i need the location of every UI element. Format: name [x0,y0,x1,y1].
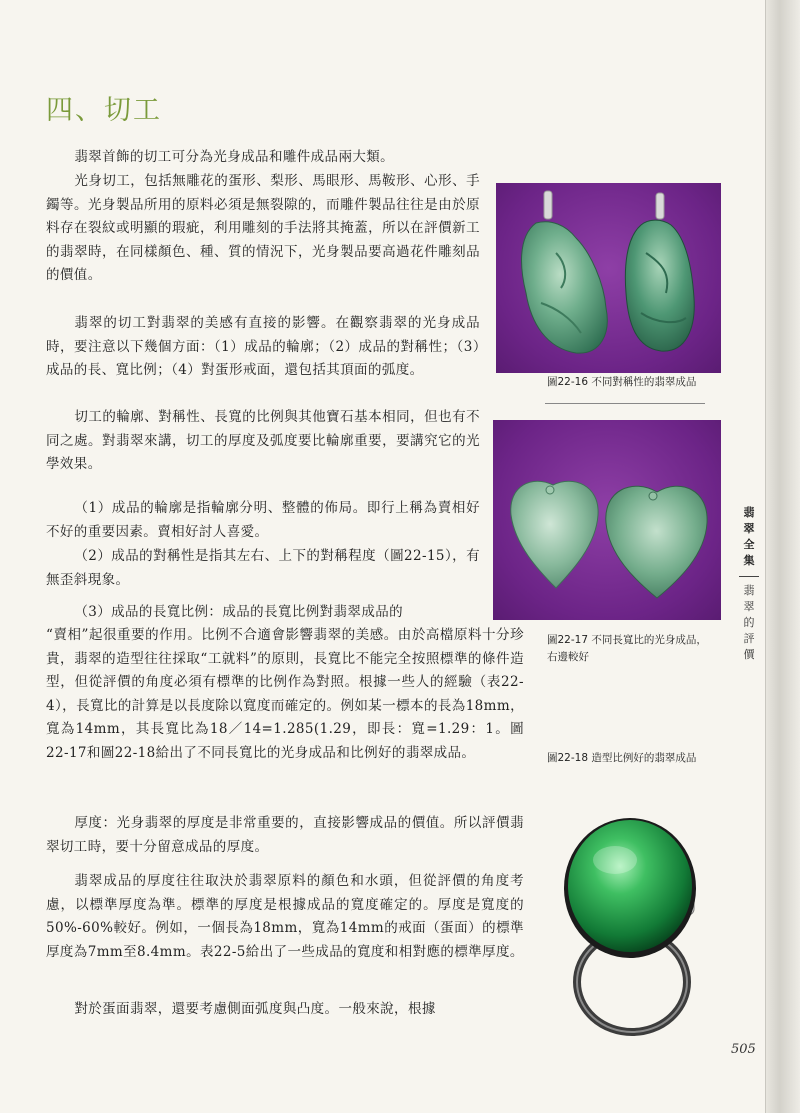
caption-fig-22-17: 圖22-17 不同長寬比的光身成品，右邊較好 [547,634,707,663]
page-edge [765,0,800,1113]
sidebar-book-title: 翡翠全集 [743,506,755,567]
heart-pendants-illustration [493,420,721,620]
paragraph-7: （3）成品的長寬比例：成品的長寬比例對翡翠成品的 [74,604,404,620]
paragraph-6: （2）成品的對稱性是指其左右、上下的對稱程度（圖22-15），有無歪斜現象。 [46,548,480,588]
paragraph-3: 翡翠的切工對翡翠的美感有直接的影響。在觀察翡翠的光身成品時，要注意以下幾個方面：（1）成品的輪廓；（2）成品的對稱性；（3）成品的長、寬比例；（4）對蛋形戒面，還包括其頂面的弧度。 [46,315,480,379]
sidebar-divider [739,576,759,577]
paragraph-1: 翡翠首飾的切工可分為光身成品和雕件成品兩大類。 [74,149,395,165]
cabochon-ring-illustration [540,800,720,1050]
figure-heart-pendants-photo [493,420,721,620]
paragraph-4: 切工的輪廓、對稱性、長寬的比例與其他寶石基本相同，但也有不同之處。對翡翠來講，切工的厚度及弧度要比輪廓重要，要講究它的光學效果。 [46,409,480,473]
section-title: 四、切工 [46,95,162,126]
caption-fig-22-18: 圖22-18 造型比例好的翡翠成品 [547,752,697,764]
page-number: 505 [731,1042,756,1057]
paragraph-10: 翡翠成品的厚度往往取決於翡翠原料的顏色和水頭，但從評價的角度考慮，以標準厚度為準。標準的厚度是根據成品的寬度確定的。厚度是寬度的50%-60%較好。例如，一個長為18mm，寬為14mm的戒面（蛋面）的標準厚度為7mm至8.4mm。表22-5給出了一些成品的寬度和相對應的標準厚度。 [46,873,524,960]
caption-fig-22-16: 圖22-16 不同對稱性的翡翠成品 [547,376,697,388]
carved-pendants-illustration [496,183,721,373]
paragraph-5: （1）成品的輪廓是指輪廓分明、整體的佈局。即行上稱為賣相好不好的重要因素。賣相好討人喜愛。 [46,500,480,540]
sidebar-chapter: 翡翠的評價 [743,584,755,661]
figure-cabochon-ring-photo [540,800,720,1050]
figure-carved-pendants-photo [496,183,721,373]
caption-divider [545,403,705,404]
paragraph-8: “賣相”起很重要的作用。比例不合適會影響翡翠的美感。由於高檔原料十分珍貴，翡翠的造型往往採取“工就料”的原則，長寬比不能完全按照標準的條件造型，但從評價的角度必須有標準的比例作為對照。根據一些人的經驗（表22-4），長寬比的計算是以長度除以寬度而確定的。例如某一標本的長為18mm，寬為14mm，其長寬比為18／14=1.285(1.29，即長：寬=1.29：1。圖22-17和圖22-18給出了不同長寬比的光身成品和比例好的翡翠成品。 [46,627,524,761]
paragraph-9: 厚度：光身翡翠的厚度是非常重要的，直接影響成品的價值。所以評價翡翠切工時，要十分留意成品的厚度。 [46,815,524,855]
paragraph-2: 光身切工，包括無雕花的蛋形、梨形、馬眼形、馬鞍形、心形、手鐲等。光身製品所用的原料必須是無裂隙的，而雕件製品往往是由於原料存在裂紋或明顯的瑕疵，利用雕刻的手法將其掩蓋，所以在評價新工的翡翠時，在同樣顏色、種、質的情況下，光身製品要高過花件雕刻品的價值。 [46,173,480,284]
paragraph-11: 對於蛋面翡翠，還要考慮側面弧度與凸度。一般來說，根據 [74,1001,436,1017]
